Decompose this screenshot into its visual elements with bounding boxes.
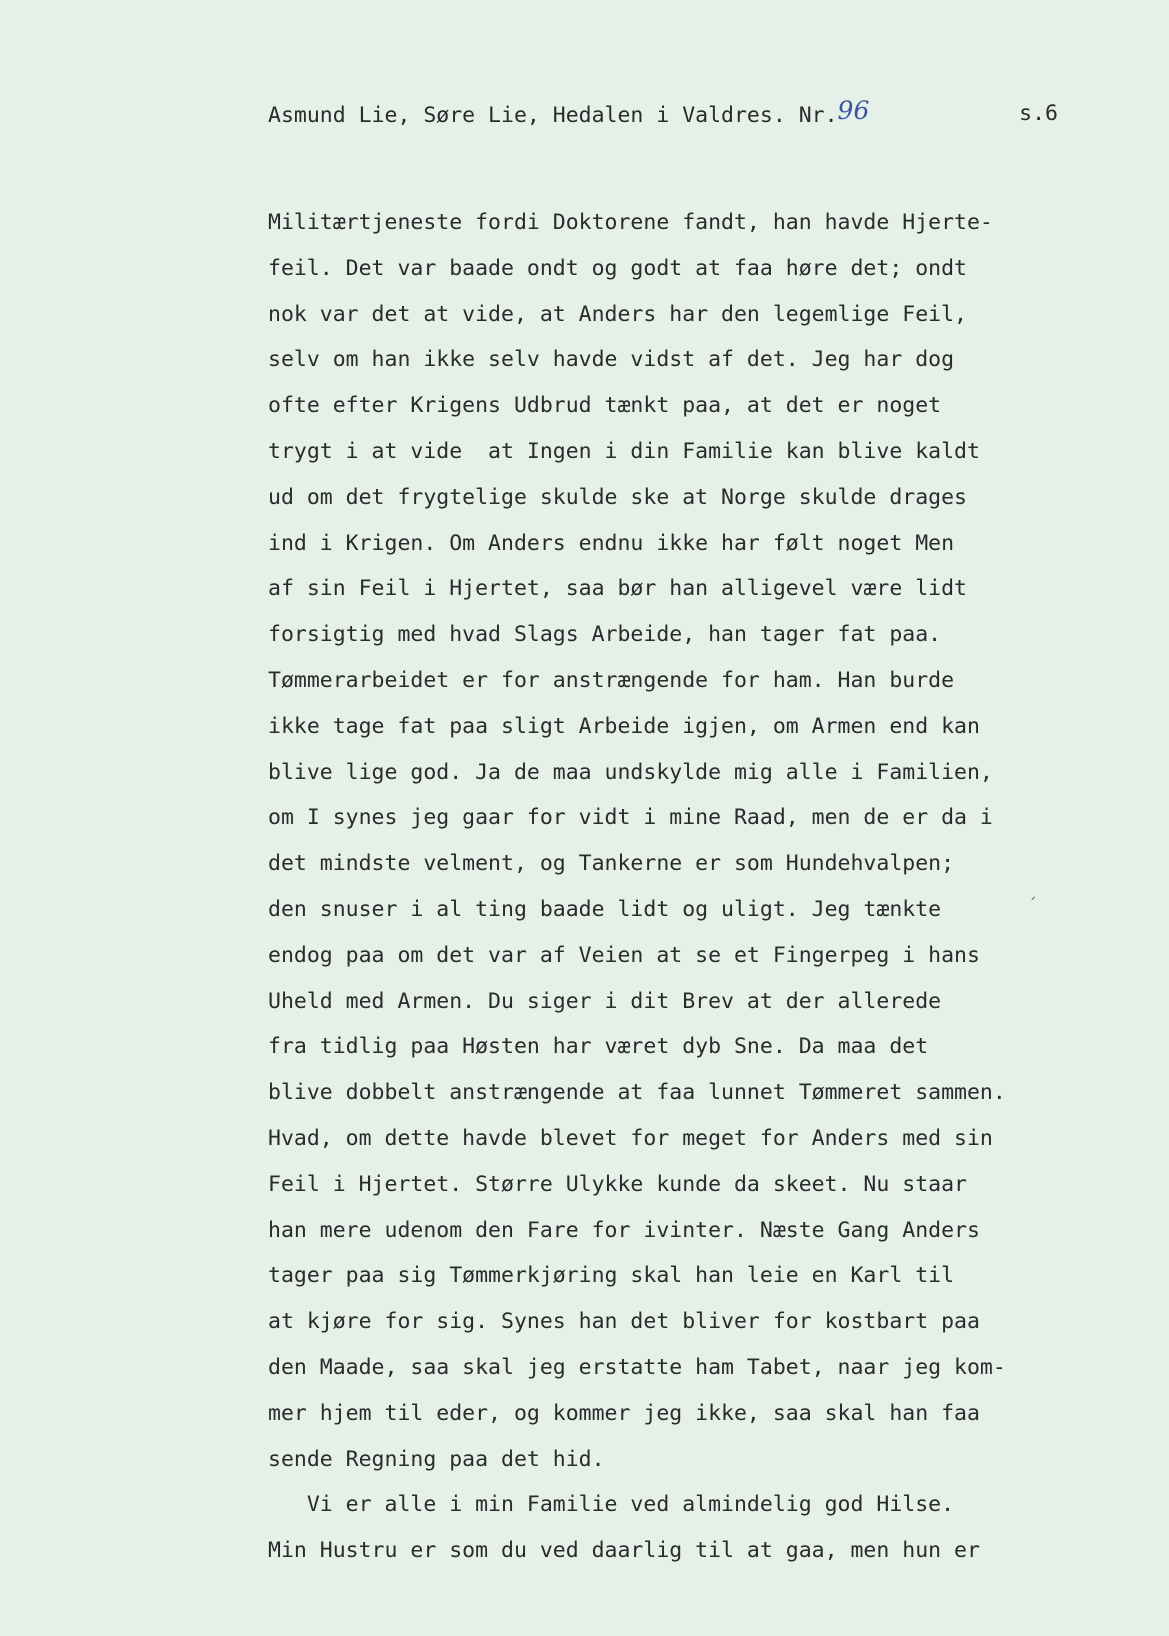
text-line: Hvad, om dette havde blevet for meget for Anders med sin	[268, 1125, 993, 1151]
text-line: blive dobbelt anstrængende at faa lunnet Tømmeret sammen.	[268, 1080, 1006, 1106]
text-line: mer hjem til eder, og kommer jeg ikke, saa skal han faa	[268, 1400, 980, 1426]
text-line: forsigtig med hvad Slags Arbeide, han tager fat paa.	[268, 622, 942, 648]
text-line: fra tidlig paa Høsten har været dyb Sne. Da maa det	[268, 1034, 929, 1060]
text-line: ind i Krigen. Om Anders endnu ikke har følt noget Men	[268, 530, 955, 556]
pencil-tick-mark: ˊ	[1028, 895, 1037, 916]
text-line: Min Hustru er som du ved daarlig til at gaa, men hun er	[268, 1538, 980, 1564]
text-line: om I synes jeg gaar for vidt i mine Raad, men de er da i	[268, 805, 993, 831]
text-line: feil. Det var baade ondt og godt at faa høre det; ondt	[268, 255, 967, 281]
letter-body	[268, 200, 1068, 1574]
header-title: Asmund Lie, Søre Lie, Hedalen i Valdres. Nr.	[268, 103, 838, 128]
archive-number: 96	[837, 96, 870, 125]
text-line: Vi er alle i min Familie ved almindelig god Hilse.	[268, 1492, 955, 1518]
text-line: den Maade, saa skal jeg erstatte ham Tabet, naar jeg kom-	[268, 1354, 1006, 1380]
text-line: af sin Feil i Hjertet, saa bør han alligevel være lidt	[268, 576, 967, 602]
text-line: ofte efter Krigens Udbrud tænkt paa, at det er noget	[268, 393, 942, 419]
text-line: Tømmerarbeidet er for anstrængende for ham. Han burde	[268, 667, 955, 693]
text-line: selv om han ikke selv havde vidst af det. Jeg har dog	[268, 347, 955, 373]
page-header	[268, 96, 1058, 130]
text-line: tager paa sig Tømmerkjøring skal han leie en Karl til	[268, 1263, 955, 1289]
text-line: Militærtjeneste fordi Doktorene fandt, han havde Hjerte-	[268, 210, 993, 235]
text-line: at kjøre for sig. Synes han det bliver for kostbart paa	[268, 1309, 980, 1335]
text-line: nok var det at vide, at Anders har den legemlige Feil,	[268, 301, 967, 327]
text-line: ikke tage fat paa sligt Arbeide igjen, om Armen end kan	[268, 713, 980, 739]
text-line: Feil i Hjertet. Større Ulykke kunde da skeet. Nu staar	[268, 1171, 967, 1197]
text-line: ud om det frygtelige skulde ske at Norge skulde drages	[268, 484, 967, 510]
text-line: den snuser i al ting baade lidt og uligt. Jeg tænkte	[268, 896, 942, 922]
text-line: Uheld med Armen. Du siger i dit Brev at der allerede	[268, 988, 942, 1014]
text-line: trygt i at vide at Ingen i din Familie kan blive kaldt	[268, 438, 980, 464]
text-line: endog paa om det var af Veien at se et Fingerpeg i hans	[268, 942, 980, 968]
text-line: det mindste velment, og Tankerne er som Hundehvalpen;	[268, 851, 955, 877]
text-line: blive lige god. Ja de maa undskylde mig alle i Familien,	[268, 759, 993, 785]
text-line: han mere udenom den Fare for ivinter. Næste Gang Anders	[268, 1217, 980, 1243]
page-number: s.6	[1019, 101, 1058, 126]
text-line: sende Regning paa det hid.	[268, 1446, 605, 1472]
